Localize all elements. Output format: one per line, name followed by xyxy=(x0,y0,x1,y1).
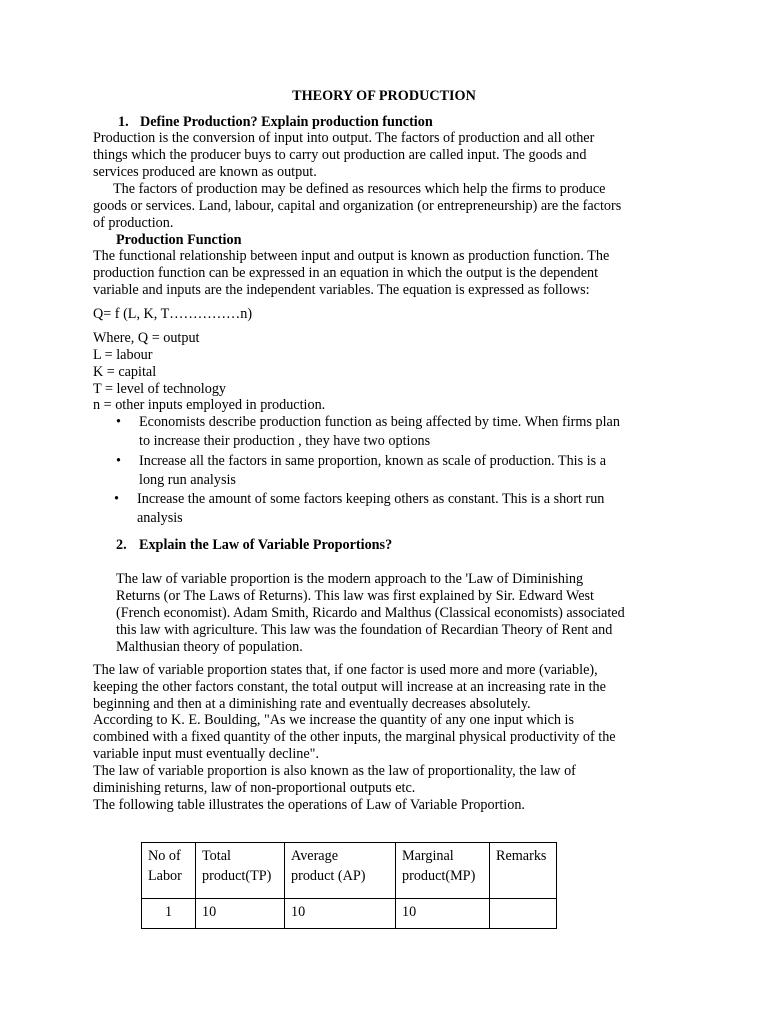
q2-body-line: beginning and then at a diminishing rate and eventually decreases absolutely. xyxy=(93,696,531,712)
header-text: Average xyxy=(291,848,338,864)
q2-indent-line: (French economist). Adam Smith, Ricardo and Malthus (Classical economists) associated xyxy=(116,605,625,621)
bullet-text: Economists describe production function as being affected by time. When firms plan xyxy=(139,414,620,430)
header-text: Labor xyxy=(148,868,182,884)
variable-proportion-table xyxy=(141,842,557,929)
where-line: L = labour xyxy=(93,347,153,363)
q1-line: things which the producer buys to carry out production are called input. The goods and xyxy=(93,147,587,163)
q1-line: Production is the conversion of input into output. The factors of production and all other xyxy=(93,130,595,146)
header-text: Marginal xyxy=(402,848,454,864)
q2-body-line: variable input must eventually decline". xyxy=(93,746,320,762)
q2-body-line: The following table illustrates the operations of Law of Variable Proportion. xyxy=(93,797,525,813)
q1-heading: Define Production? Explain production function xyxy=(140,114,433,130)
header-text: product(MP) xyxy=(402,868,476,884)
q2-indent-line: Malthusian theory of population. xyxy=(116,639,303,655)
subheading-production-function: Production Function xyxy=(116,232,242,248)
table-row xyxy=(142,899,557,929)
table-cell xyxy=(490,899,557,929)
header-cell xyxy=(490,843,557,899)
where-line: K = capital xyxy=(93,364,157,380)
header-cell xyxy=(285,843,396,899)
q2-indent-line: this law with agriculture. This law was the foundation of Recardian Theory of Rent and xyxy=(116,622,613,638)
q1-number: 1. xyxy=(118,114,129,130)
header-text: Remarks xyxy=(496,848,547,864)
production-equation: Q= f (L, K, T……………n) xyxy=(93,306,253,322)
q2-number: 2. xyxy=(116,537,127,553)
q2-indent-line: The law of variable proportion is the modern approach to the 'Law of Diminishing xyxy=(116,571,584,587)
q1-line: of production. xyxy=(93,215,174,231)
table-header-row xyxy=(142,843,557,899)
q2-indent-line: Returns (or The Laws of Returns). This law was first explained by Sir. Edward West xyxy=(116,588,594,604)
q2-body-line: combined with a fixed quantity of the other inputs, the marginal physical productivity of the xyxy=(93,729,616,745)
table-cell: 10 xyxy=(196,899,285,929)
q1-line: services produced are known as output. xyxy=(93,164,317,180)
bullet-marker: • xyxy=(114,491,119,507)
header-text: product (AP) xyxy=(291,868,366,884)
pf-line: The functional relationship between input and output is known as production function. The xyxy=(93,248,610,264)
table-cell: 10 xyxy=(285,899,396,929)
q2-body-line: According to K. E. Boulding, "As we increase the quantity of any one input which is xyxy=(93,712,574,728)
bullet-text: analysis xyxy=(137,510,183,526)
q2-body-line: diminishing returns, law of non-proportional outputs etc. xyxy=(93,780,416,796)
pf-line: variable and inputs are the independent variables. The equation is expressed as follows: xyxy=(93,282,590,298)
page-title: THEORY OF PRODUCTION xyxy=(292,88,476,104)
q1-line: The factors of production may be defined as resources which help the firms to produce xyxy=(113,181,606,197)
q2-heading: Explain the Law of Variable Proportions? xyxy=(139,537,393,553)
bullet-text: Increase all the factors in same proportion, known as scale of production. This is a xyxy=(139,453,607,469)
table-cell: 1 xyxy=(142,899,196,929)
header-text: Total xyxy=(202,848,231,864)
bullet-text: to increase their production , they have two options xyxy=(139,433,431,449)
q2-body-line: keeping the other factors constant, the total output will increase at an increasing rate in the xyxy=(93,679,606,695)
bullet-text: long run analysis xyxy=(139,472,236,488)
header-text: No of xyxy=(148,848,181,864)
bullet-marker: • xyxy=(116,414,121,430)
q2-body-line: The law of variable proportion is also known as the law of proportionality, the law of xyxy=(93,763,576,779)
q1-line: goods or services. Land, labour, capital and organization (or entrepreneurship) are the factors xyxy=(93,198,622,214)
bullet-text: Increase the amount of some factors keeping others as constant. This is a short run xyxy=(137,491,605,507)
header-cell xyxy=(142,843,196,899)
pf-line: production function can be expressed in an equation in which the output is the dependent xyxy=(93,265,599,281)
bullet-marker: • xyxy=(116,453,121,469)
header-text: product(TP) xyxy=(202,868,272,884)
where-line: Where, Q = output xyxy=(93,330,200,346)
q2-body-line: The law of variable proportion states that, if one factor is used more and more (variable), xyxy=(93,662,598,678)
where-line: n = other inputs employed in production. xyxy=(93,397,326,413)
where-line: T = level of technology xyxy=(93,381,227,397)
header-cell xyxy=(196,843,285,899)
table-cell: 10 xyxy=(396,899,490,929)
header-cell xyxy=(396,843,490,899)
